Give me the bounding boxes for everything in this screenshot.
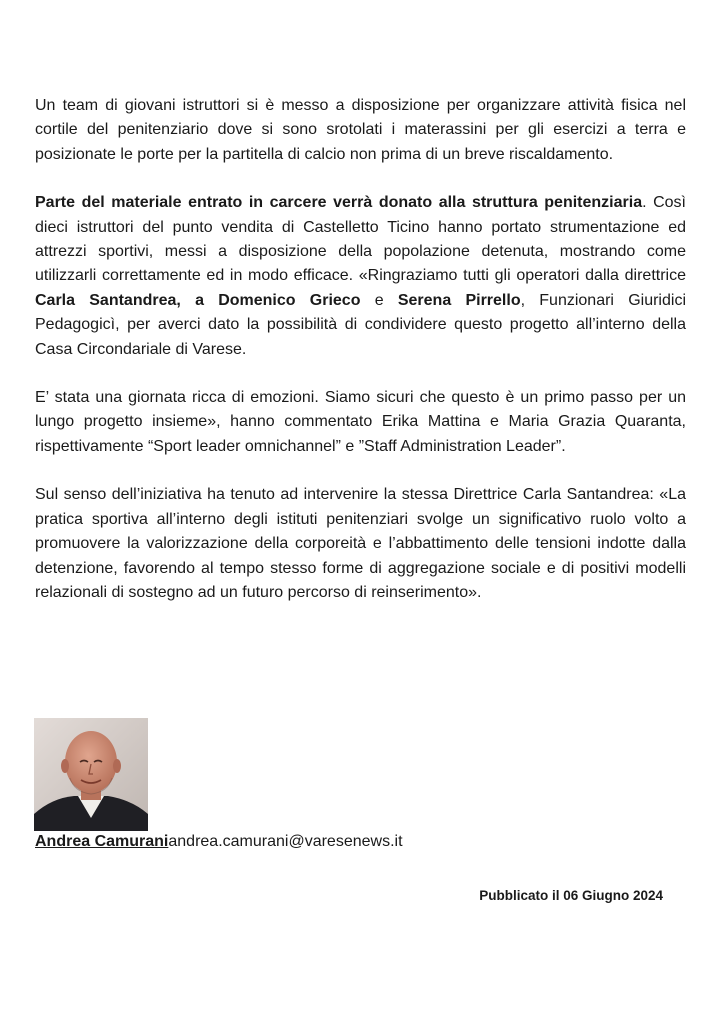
- author-email: andrea.camurani@varesenews.it: [168, 833, 403, 850]
- paragraph-1: Un team di giovani istruttori si è messo a disposizione per organizzare attività fisica nel cortile del penitenziario dove si sono srotolati i materassini per gli esercizi a terra e posizionate le porte per la partitella di calcio non prima di un breve riscaldamento.: [35, 97, 686, 163]
- author-line: [35, 832, 403, 852]
- author-name-link[interactable]: Andrea Camurani: [35, 833, 169, 850]
- paragraph-2-text-1: . Così dieci istruttori del punto vendita di Castelletto Ticino hanno portato strumentazione ed attrezzi sportivi, messi a disposizione della popolazione detenuta, mostrando come utilizzarli correttamente ed in modo efficace. «Ringraziamo tutti gli operatori dalla direttrice: [35, 194, 686, 285]
- published-date: Pubblicato il 06 Giugno 2024: [479, 888, 663, 903]
- paragraph-2: [35, 191, 686, 362]
- article-body: [35, 94, 686, 629]
- author-portrait-icon: [34, 718, 148, 831]
- paragraph-2-text-3: , Funzionari Giuridici Pedagogicì, per averci dato la possibilità di condividere questo progetto all’interno della Casa Circondariale di Varese.: [35, 291, 686, 358]
- paragraph-3: E’ stata una giornata ricca di emozioni. Siamo sicuri che questo è un primo passo per un lungo progetto insieme», hanno commentato Erika Mattina e Maria Grazia Quaranta, rispettivamente “Sport leader omnichannel” e ”Staff Administration Leader”.: [35, 389, 686, 455]
- bold-names-2: Serena Pirrello: [397, 291, 521, 309]
- paragraph-4: Sul senso dell’iniziativa ha tenuto ad intervenire la stessa Direttrice Carla Santandrea: «La pratica sportiva all’interno degli istituti penitenziari svolge un significativo ruolo volto a promuovere la valorizzazione della corporeità e l’abbattimento delle tensioni indotte dalla detenzione, favorendo al tempo stesso forme di aggregazione sociale e di positivi modelli relazionali di sostegno ad un futuro percorso di reinserimento».: [35, 486, 686, 601]
- bold-lead: Parte del materiale entrato in carcere verrà donato alla struttura penitenziaria: [35, 194, 643, 212]
- paragraph-2-text-2: e: [360, 291, 398, 309]
- bold-names-1: Carla Santandrea, a Domenico Grieco: [35, 291, 361, 309]
